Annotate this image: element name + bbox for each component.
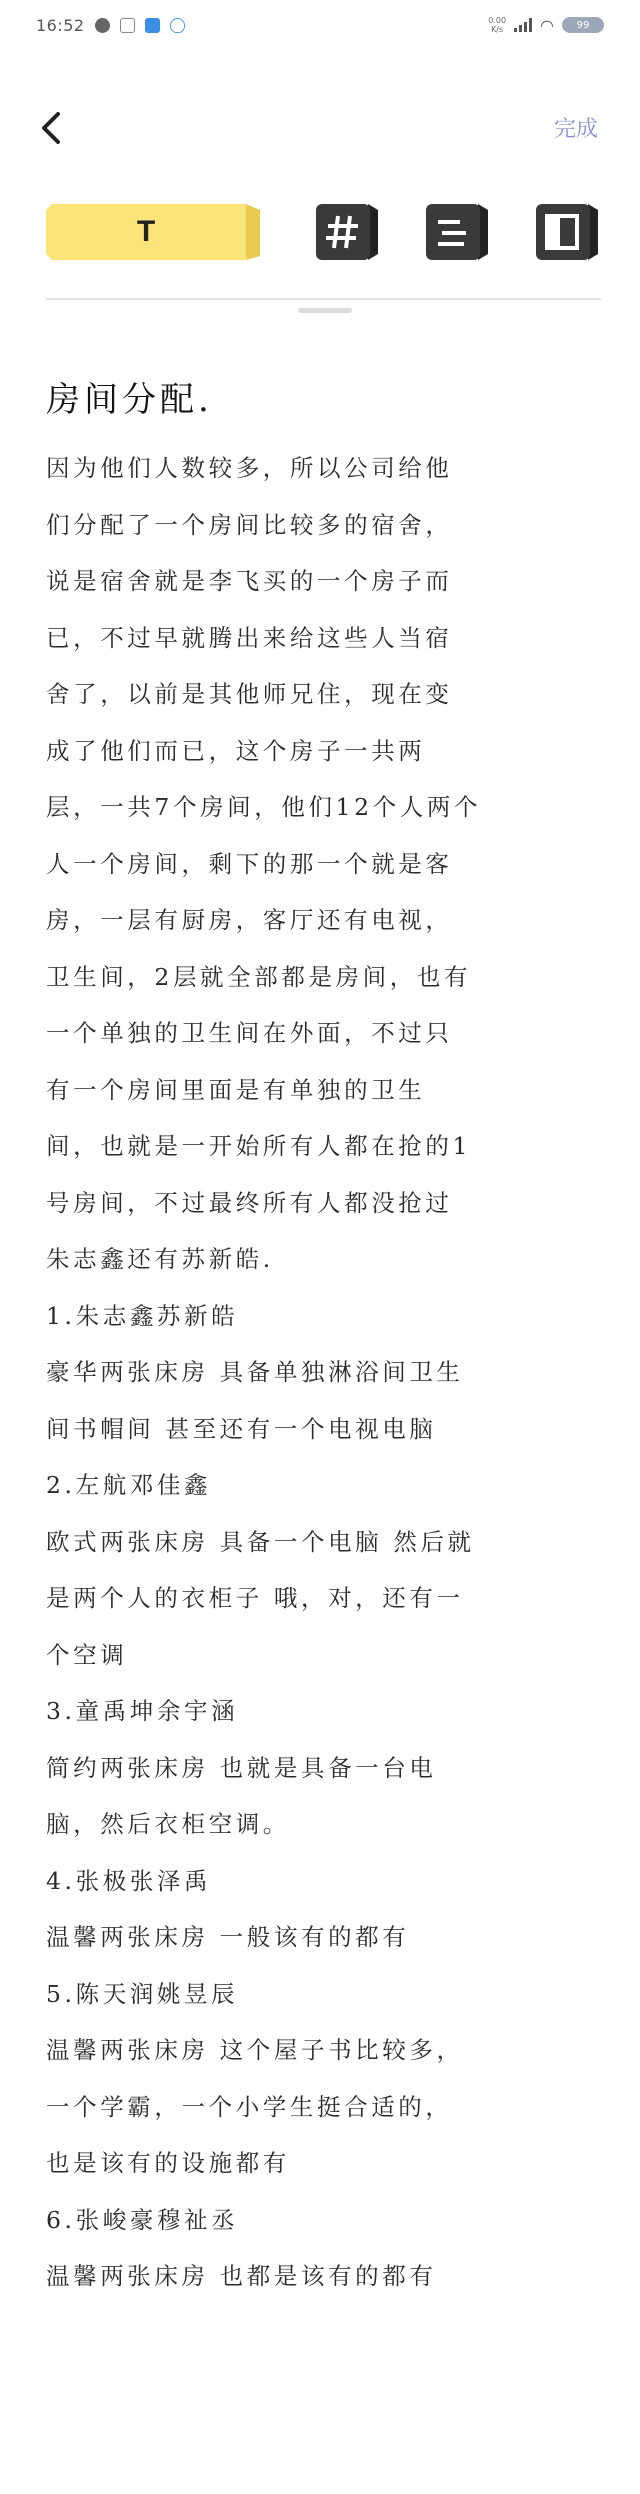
battery-icon	[562, 17, 604, 33]
status-time: 16:52	[36, 15, 85, 35]
network-speed-unit: K/s	[491, 25, 504, 34]
text-style-button[interactable]	[46, 204, 264, 260]
hashtag-icon	[316, 204, 380, 260]
note-line: 是两个人的衣柜子 哦，对，还有一	[46, 1584, 464, 1612]
gallery-notification-icon	[120, 18, 135, 33]
wifi-icon: ◠	[540, 15, 554, 35]
qq-notification-icon	[170, 18, 185, 33]
note-line: 已，不过早就腾出来给这些人当宿	[46, 623, 453, 652]
status-left	[36, 16, 185, 35]
note-line: 6.张峻豪穆祉丞	[46, 2205, 239, 2234]
note-line: 3.童禹坤余宇涵	[46, 1697, 239, 1725]
note-line: 因为他们人数较多，所以公司给他	[46, 454, 453, 482]
note-line: 人一个房间，剩下的那一个就是客	[46, 849, 453, 878]
note-line: 成了他们而已，这个房子一共两	[46, 736, 426, 765]
note-line: 房，一层有厨房，客厅还有电视，	[46, 906, 453, 934]
note-line: 卫生间，2层就全部都是房间，也有	[46, 962, 472, 991]
note-line: 号房间，不过最终所有人都没抢过	[46, 1188, 453, 1217]
list-button[interactable]	[426, 204, 490, 260]
note-line: 温馨两张床房 也都是该有的都有	[46, 2262, 437, 2290]
app-notification-icon	[95, 18, 110, 33]
note-line: 欧式两张床房 具备一个电脑 然后就	[46, 1527, 475, 1556]
note-title[interactable]: 房间分配.	[46, 380, 213, 420]
note-line: 温馨两张床房 一般该有的都有	[46, 1923, 410, 1951]
status-bar	[0, 0, 640, 50]
signal-icon	[514, 18, 532, 32]
note-line: 也是该有的设施都有	[46, 2149, 290, 2177]
note-line: 舍了，以前是其他师兄住，现在变	[46, 680, 453, 708]
note-line: 简约两张床房 也就是具备一台电	[46, 1753, 437, 1782]
note-line: 脑，然后衣柜空调。	[46, 1810, 290, 1838]
hashtag-button[interactable]	[316, 204, 380, 260]
note-line: 一个学霸，一个小学生挺合适的，	[46, 2092, 453, 2121]
note-line: 一个单独的卫生间在外面，不过只	[46, 1019, 453, 1047]
note-line: 4.张极张泽禹	[46, 1866, 212, 1895]
status-right	[488, 16, 604, 35]
note-body[interactable]	[46, 440, 606, 2305]
toolbar-divider	[46, 298, 601, 300]
note-line: 个空调	[46, 1640, 128, 1669]
back-button[interactable]	[38, 110, 66, 146]
note-line: 们分配了一个房间比较多的宿舍，	[46, 510, 453, 539]
chevron-left-icon	[38, 110, 66, 146]
message-notification-icon	[145, 18, 160, 33]
note-line: 有一个房间里面是有单独的卫生	[46, 1075, 426, 1104]
note-line: 5.陈天润姚昱辰	[46, 1979, 239, 2008]
format-toolbar	[46, 204, 596, 260]
list-icon	[426, 204, 490, 260]
note-line: 说是宿舍就是李飞买的一个房子而	[46, 567, 453, 595]
drag-handle[interactable]	[298, 308, 352, 313]
layout-button[interactable]	[536, 204, 600, 260]
battery-level: 99	[576, 19, 590, 31]
text-style-icon: T	[136, 215, 156, 248]
done-button[interactable]: 完成	[553, 117, 598, 142]
note-line: 2.左航邓佳鑫	[46, 1471, 212, 1499]
network-speed	[488, 16, 506, 34]
network-speed-value: 0.00	[488, 16, 507, 25]
note-line: 温馨两张床房 这个屋子书比较多，	[46, 2036, 464, 2064]
note-line: 豪华两张床房 具备单独淋浴间卫生	[46, 1358, 464, 1386]
note-line: 间书帽间 甚至还有一个电视电脑	[46, 1414, 437, 1443]
note-line: 朱志鑫还有苏新皓.	[46, 1245, 274, 1273]
note-line: 间，也就是一开始所有人都在抢的1	[46, 1132, 472, 1160]
layout-icon	[536, 204, 600, 260]
note-line: 1.朱志鑫苏新皓	[46, 1301, 239, 1330]
note-line: 层，一共7个房间，他们12个人两个	[46, 793, 482, 821]
